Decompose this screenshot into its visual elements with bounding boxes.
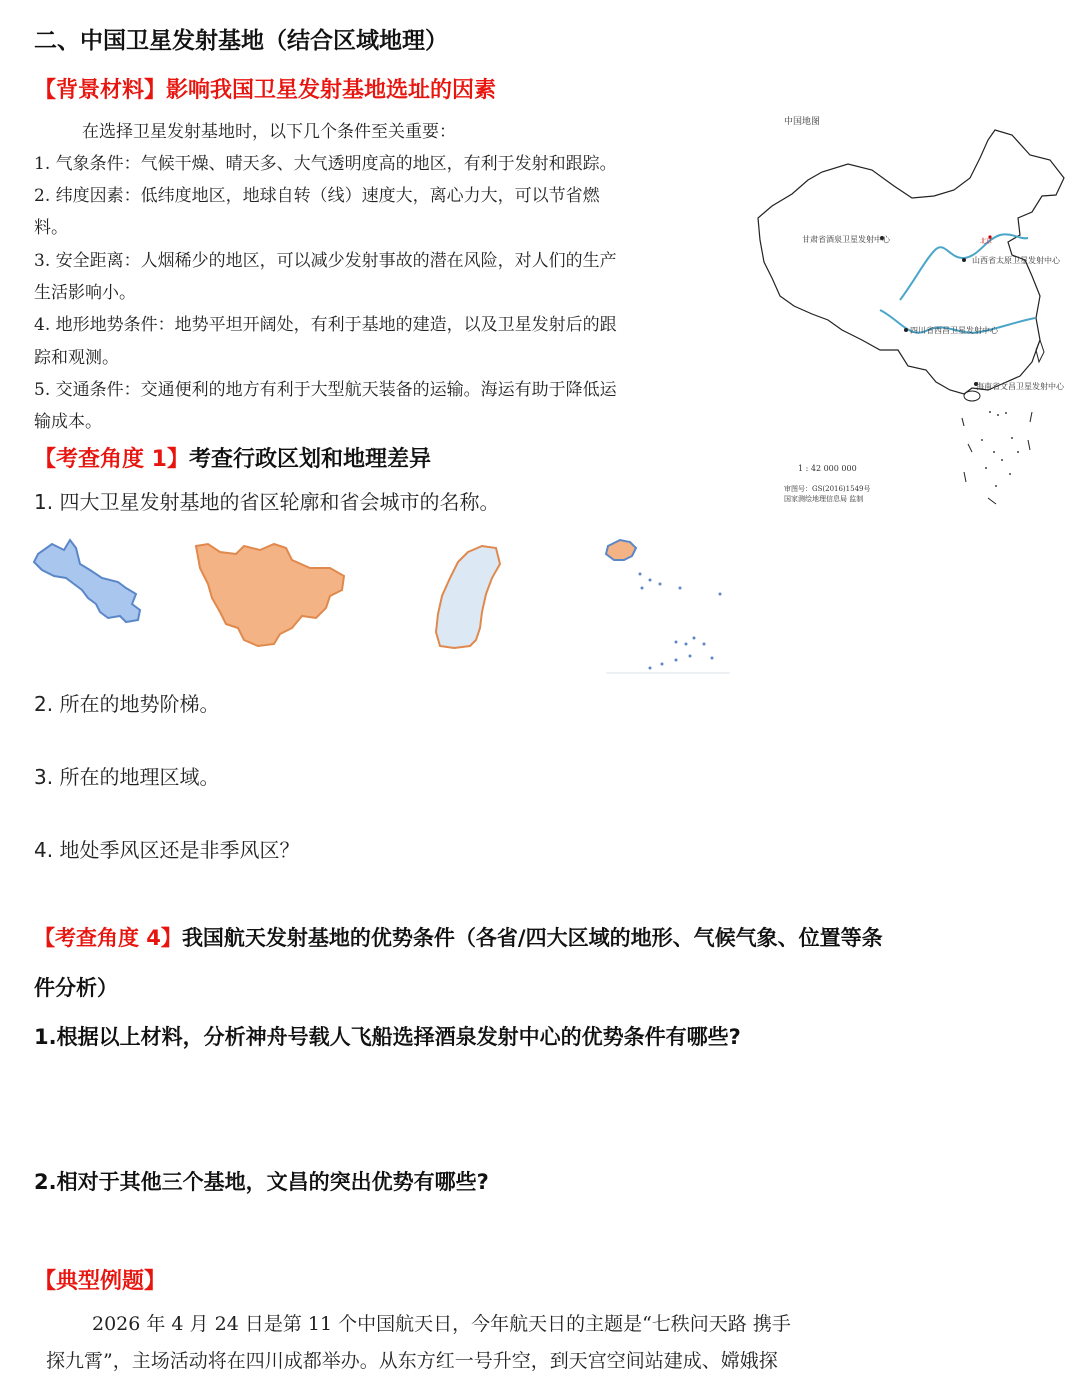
angle1-title: 考查行政区划和地理差异: [188, 447, 431, 472]
south-sea-islands: [962, 412, 1032, 504]
map-review-number: 审图号：GS(2016)1549号: [784, 485, 871, 493]
map-label-wenchang: 海南省文昌卫星发射中心: [976, 382, 1064, 391]
map-label-taiyuan: 山西省太原卫星发射中心: [972, 256, 1060, 265]
map-label-jiuquan: 甘肃省酒泉卫星发射中心: [802, 235, 890, 244]
angle1-question-1: 1. 四大卫星发射基地的省区轮廓和省会城市的名称。: [34, 490, 500, 514]
section-title: 二、中国卫星发射基地（结合区域地理）: [34, 28, 448, 54]
example-line-1: 2026 年 4 月 24 日是第 11 个中国航天日，今年航天日的主题是“七秩问天路 携手: [92, 1313, 791, 1335]
background-line-7: 踪和观测。: [34, 348, 119, 368]
angle4-tag: 【考查角度 4】: [34, 926, 182, 950]
background-header: [34, 73, 496, 104]
hainan-island: [964, 391, 980, 401]
angle4-title-line2: 件分析）: [34, 976, 118, 1000]
map-label-beijing: 北京: [980, 238, 993, 245]
taiwan-island: [1036, 340, 1044, 362]
map-title: 中国地图: [784, 117, 821, 127]
angle1-question-3: 3. 所在的地理区域。: [34, 765, 220, 789]
map-scale: 1 : 42 000 000: [798, 464, 857, 473]
background-title: 影响我国卫星发射基地选址的因素: [166, 78, 497, 103]
china-map: [750, 100, 1076, 510]
shanxi-outline: [436, 546, 500, 648]
example-line-2: 探九霄”，主场活动将在四川成都举办。从东方红一号升空，到天宫空间站建成、嫦娥探: [46, 1350, 778, 1372]
background-line-3: 料。: [34, 218, 68, 238]
angle1-question-4: 4. 地处季风区还是非季风区？: [34, 838, 300, 862]
taiyuan-marker: [962, 258, 966, 262]
angle4-question-2: 2.相对于其他三个基地，文昌的突出优势有哪些?: [34, 1170, 489, 1194]
province-silhouettes: [30, 532, 730, 677]
background-line-9: 输成本。: [34, 412, 102, 432]
sichuan-outline: [196, 544, 344, 646]
south-sea-dots: [981, 411, 1019, 487]
angle4-question-1: 1.根据以上材料，分析神舟号载人飞船选择酒泉发射中心的优势条件有哪些?: [34, 1025, 741, 1049]
background-intro: 在选择卫星发射基地时，以下几个条件至关重要：: [82, 122, 456, 142]
background-line-1: 1. 气象条件：气候干燥、晴天多、大气透明度高的地区，有利于发射和跟踪。: [34, 154, 617, 174]
china-map-svg: [750, 100, 1076, 510]
background-line-8: 5. 交通条件：交通便利的地方有利于大型航天装备的运输。海运有助于降低运: [34, 380, 617, 400]
hainan-islands: [639, 573, 722, 670]
hainan-outline: [606, 540, 636, 560]
background-line-5: 生活影响小。: [34, 283, 136, 303]
gansu-outline: [34, 540, 140, 622]
map-publisher: 国家测绘地理信息局 监制: [784, 495, 864, 503]
angle1-header: [34, 442, 431, 473]
background-line-6: 4. 地形地势条件：地势平坦开阔处，有利于基地的建造，以及卫星发射后的跟: [34, 315, 617, 335]
angle4-header: [34, 922, 883, 952]
angle4-title-line1: 我国航天发射基地的优势条件（各省/四大区域的地形、气候气象、位置等条: [181, 926, 883, 950]
xichang-marker: [904, 328, 908, 332]
example-tag: 【典型例题】: [34, 1269, 167, 1294]
background-line-2: 2. 纬度因素：低纬度地区，地球自转（线）速度大，离心力大，可以节省燃: [34, 186, 600, 206]
background-line-4: 3. 安全距离：人烟稀少的地区，可以减少发射事故的潜在风险，对人们的生产: [34, 251, 617, 271]
map-label-xichang: 四川省西昌卫星发射中心: [910, 326, 998, 335]
angle1-question-2: 2. 所在的地势阶梯。: [34, 692, 220, 716]
angle1-tag: 【考查角度 1】: [34, 447, 189, 472]
background-tag: 【背景材料】: [34, 78, 167, 103]
